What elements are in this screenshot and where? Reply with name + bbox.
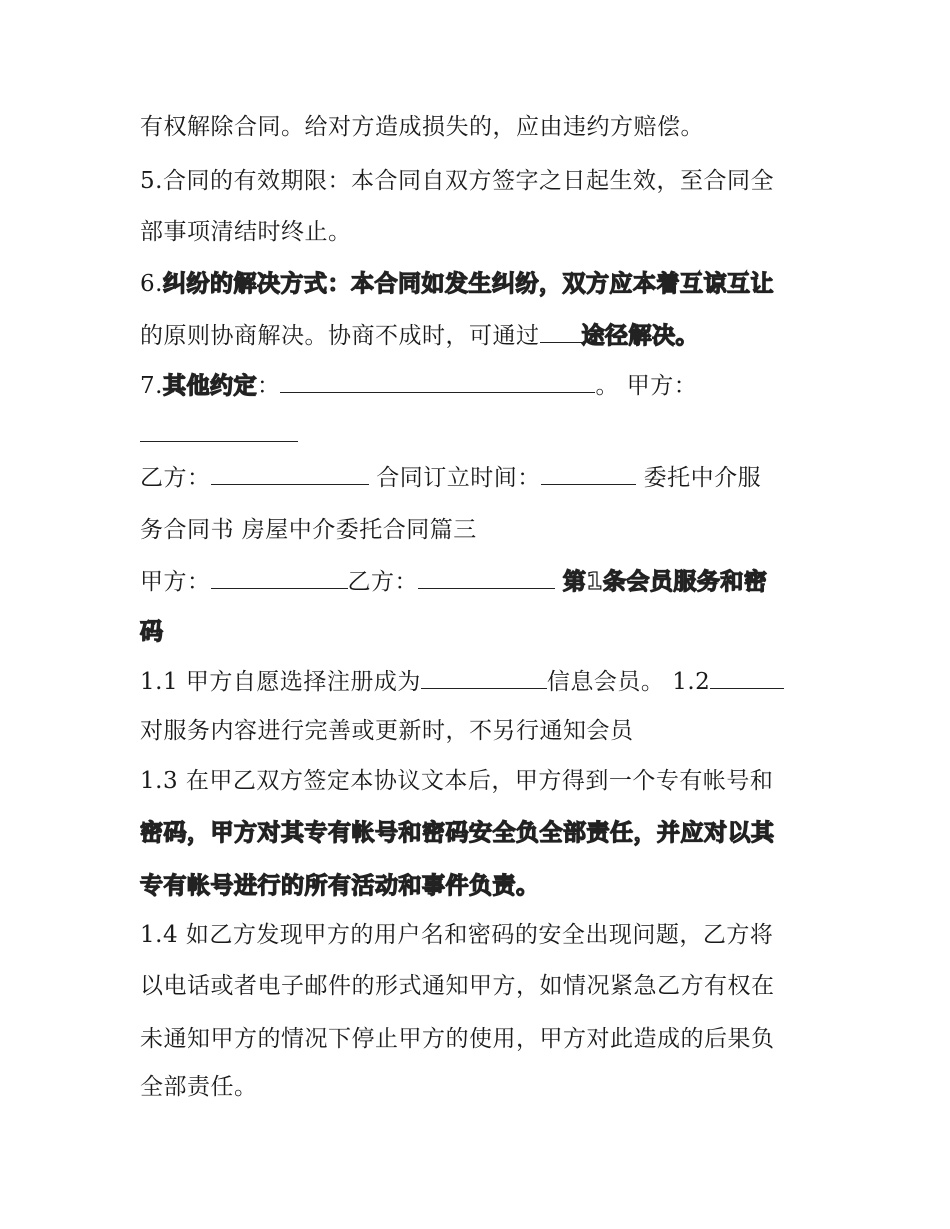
- text-line: [140, 866, 820, 906]
- text-line: [140, 813, 820, 853]
- fill-in-blank: [211, 462, 369, 485]
- text-line: [140, 415, 820, 455]
- body-text: 全部责任。: [140, 1074, 258, 1100]
- body-text: 乙方：: [140, 465, 211, 491]
- text-line: [140, 161, 820, 201]
- body-text: 务合同书 房屋中介委托合同篇三: [140, 517, 477, 543]
- outlined-text: 途径解决。: [581, 323, 699, 349]
- outlined-text: 码: [140, 619, 164, 645]
- body-text: 甲方：: [140, 569, 211, 595]
- body-text: 的原则协商解决。协商不成时，可通过: [140, 323, 540, 349]
- fill-in-blank: [541, 462, 636, 485]
- text-line: [140, 761, 820, 801]
- text-line: [140, 915, 820, 955]
- body-text: 以电话或者电子邮件的形式通知甲方，如情况紧急乙方有权在: [140, 973, 775, 999]
- fill-in-blank: [418, 566, 555, 589]
- fill-in-blank: [140, 419, 298, 442]
- text-line: [140, 366, 820, 406]
- text-line: [140, 1019, 820, 1059]
- body-text: 。 甲方：: [595, 373, 698, 399]
- outlined-text: 其他约定: [162, 373, 257, 399]
- text-line: [140, 264, 820, 304]
- text-line: [140, 966, 820, 1006]
- body-text: 有权解除合同。给对方造成损失的，应由违约方赔偿。: [140, 114, 704, 140]
- fill-in-blank: [710, 666, 784, 689]
- body-text: 乙方：: [347, 569, 418, 595]
- body-text: 合同订立时间：: [368, 465, 541, 491]
- text-line: [140, 212, 820, 252]
- text-line: [140, 107, 820, 147]
- text-line: [140, 316, 820, 356]
- body-text: 委托中介服: [635, 465, 762, 491]
- text-line: [140, 510, 820, 550]
- outlined-text: 专有帐号进行的所有活动和事件负责。: [140, 873, 540, 899]
- body-text: 1.4 如乙方发现甲方的用户名和密码的安全出现问题，乙方将: [140, 922, 774, 948]
- body-text: ：: [256, 373, 281, 399]
- body-text: 1.1 甲方自愿选择注册成为: [140, 669, 421, 695]
- outlined-text: 第1条会员服务和密: [562, 569, 768, 595]
- fill-in-blank: [421, 666, 547, 689]
- outlined-text: 纠纷的解决方式：本合同如发生纠纷，双方应本着互谅互让: [162, 271, 774, 297]
- text-line: [140, 1067, 820, 1107]
- text-line: [140, 612, 820, 652]
- body-text: 对服务内容进行完善或更新时，不另行通知会员: [140, 718, 634, 744]
- body-text: 部事项清结时终止。: [140, 219, 352, 245]
- text-line: [140, 711, 820, 751]
- body-text: 6.: [140, 271, 163, 297]
- outlined-text: 密码，甲方对其专有帐号和密码安全负全部责任，并应对以其: [140, 820, 775, 846]
- body-text: 1.3 在甲乙双方签定本协议文本后，甲方得到一个专有帐号和: [140, 768, 774, 794]
- text-line: [140, 662, 820, 702]
- fill-in-blank: [280, 370, 595, 393]
- fill-in-blank: [540, 320, 582, 343]
- text-line: [140, 562, 820, 602]
- text-line: [140, 458, 820, 498]
- body-text: 5.合同的有效期限：本合同自双方签字之日起生效，至合同全: [140, 168, 774, 194]
- body-text: 7.: [140, 373, 163, 399]
- body-text: 未通知甲方的情况下停止甲方的使用，甲方对此造成的后果负: [140, 1026, 775, 1052]
- body-text: [555, 569, 563, 595]
- body-text: 信息会员。 1.2: [546, 669, 711, 695]
- fill-in-blank: [211, 566, 348, 589]
